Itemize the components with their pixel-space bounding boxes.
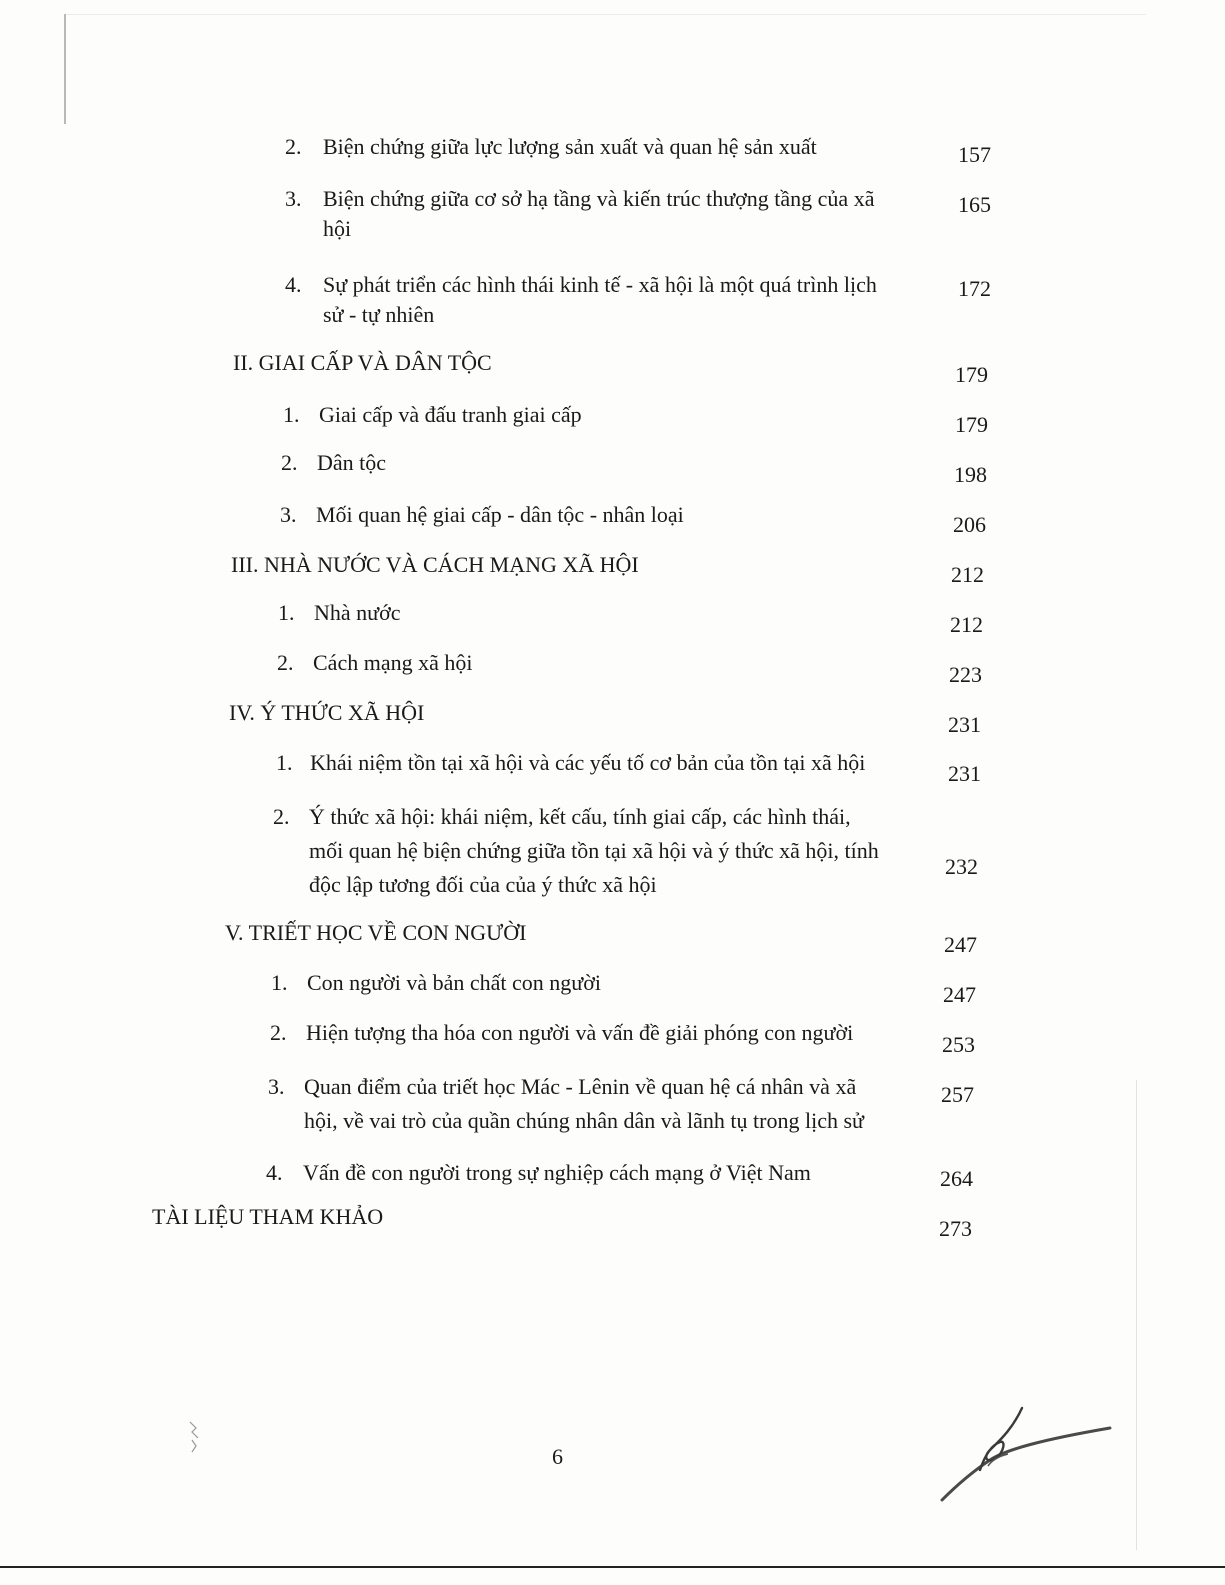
toc-page-number: 231 [948, 712, 981, 737]
scan-edge [1136, 1080, 1137, 1550]
toc-item-number: 1. [271, 970, 288, 995]
toc-item-title: Vấn đề con người trong sự nghiệp cách mạng ở Việt Nam [303, 1160, 811, 1185]
signature-icon [930, 1400, 1120, 1510]
toc-page-number: 172 [958, 276, 991, 301]
toc-item-number: 1. [283, 402, 300, 427]
toc-item [270, 1016, 930, 1052]
toc-item [266, 1156, 926, 1192]
scan-edge [66, 14, 1146, 15]
toc-item-title: Mối quan hệ giai cấp - dân tộc - nhân loại [316, 502, 684, 527]
toc-item-number: 2. [277, 650, 294, 675]
toc-item [278, 596, 928, 632]
toc-item-title-cont: độc lập tương đối của của ý thức xã hội [309, 872, 657, 897]
toc-section-title: TÀI LIỆU THAM KHẢO [152, 1204, 384, 1229]
toc-item [283, 398, 933, 434]
pencil-mark-icon [182, 1418, 208, 1458]
toc-item-number: 1. [278, 600, 295, 625]
toc-page-number: 165 [958, 192, 991, 217]
toc-item-title-cont: hội [323, 216, 352, 241]
toc-page-number: 206 [953, 512, 986, 537]
toc-page-number: 232 [945, 854, 978, 879]
toc-page-number: 212 [951, 562, 984, 587]
toc-item [285, 130, 985, 170]
toc-page-number: 247 [943, 982, 976, 1007]
toc-section-title: IV. Ý THỨC XÃ HỘI [229, 700, 425, 725]
toc-item-title: Quan điểm của triết học Mác - Lênin về quan hệ cá nhân và xã [304, 1074, 857, 1099]
toc-page-number: 223 [949, 662, 982, 687]
toc-section-title: V. TRIẾT HỌC VỀ CON NGƯỜI [225, 920, 527, 945]
toc-item-title: Biện chứng giữa lực lượng sản xuất và quan hệ sản xuất [323, 134, 817, 159]
toc-item-title: Dân tộc [317, 450, 387, 475]
toc-item-title-cont: sử - tự nhiên [323, 302, 435, 327]
toc-item-number: 3. [268, 1074, 285, 1099]
toc-page-number: 212 [950, 612, 983, 637]
toc-item-number: 2. [285, 134, 302, 159]
toc-item [276, 746, 936, 782]
toc-page-number: 247 [944, 932, 977, 957]
toc-item-title: Cách mạng xã hội [313, 650, 473, 675]
toc-page-number: 273 [939, 1216, 972, 1241]
toc-item-title: Biện chứng giữa cơ sở hạ tầng và kiến trúc thượng tầng của xã [323, 186, 875, 211]
toc-item-number: 3. [285, 186, 302, 211]
toc-page-number: 257 [941, 1082, 974, 1107]
toc-item [273, 800, 933, 904]
toc-item-title: Khái niệm tồn tại xã hội và các yếu tố cơ bản của tồn tại xã hội [310, 750, 866, 775]
scan-edge [64, 14, 66, 124]
toc-item [285, 268, 985, 338]
footer-page-number: 6 [552, 1444, 563, 1469]
toc-item-title-cont: mối quan hệ biện chứng giữa tồn tại xã hội và ý thức xã hội, tính [309, 838, 879, 863]
toc-item [277, 646, 927, 682]
scan-edge [0, 1566, 1225, 1568]
toc-item [271, 966, 931, 1002]
toc-section-title: II. GIAI CẤP VÀ DÂN TỘC [233, 350, 492, 375]
toc-item-number: 2. [281, 450, 298, 475]
toc-item-number: 2. [270, 1020, 287, 1045]
toc-item-title: Giai cấp và đấu tranh giai cấp [319, 402, 582, 427]
toc-item-number: 3. [280, 502, 297, 527]
toc-page-number: 264 [940, 1166, 973, 1191]
toc-item-title: Hiện tượng tha hóa con người và vấn đề giải phóng con người [306, 1020, 854, 1045]
toc-item-title-cont: hội, về vai trò của quần chúng nhân dân và lãnh tụ trong lịch sử [304, 1108, 864, 1133]
toc-page-number: 157 [958, 142, 991, 167]
toc-item-number: 2. [273, 804, 290, 829]
toc-item-title: Con người và bản chất con người [307, 970, 601, 995]
toc-page-number: 198 [954, 462, 987, 487]
toc-item [285, 182, 985, 252]
toc-page-number: 179 [955, 362, 988, 387]
toc-item [280, 498, 930, 534]
toc-item [281, 446, 931, 482]
toc-page-number: 253 [942, 1032, 975, 1057]
toc-item-title: Ý thức xã hội: khái niệm, kết cấu, tính giai cấp, các hình thái, [309, 804, 851, 829]
toc-item-title: Nhà nước [314, 600, 401, 625]
toc-page-number: 231 [948, 761, 981, 786]
toc-item [268, 1070, 928, 1140]
toc-item-title: Sự phát triển các hình thái kinh tế - xã hội là một quá trình lịch [323, 272, 877, 297]
toc-page-number: 179 [955, 412, 988, 437]
toc-item-number: 4. [266, 1160, 283, 1185]
toc-item-number: 4. [285, 272, 302, 297]
toc-section-title: III. NHÀ NƯỚC VÀ CÁCH MẠNG XÃ HỘI [231, 552, 639, 577]
toc-item-number: 1. [276, 750, 293, 775]
